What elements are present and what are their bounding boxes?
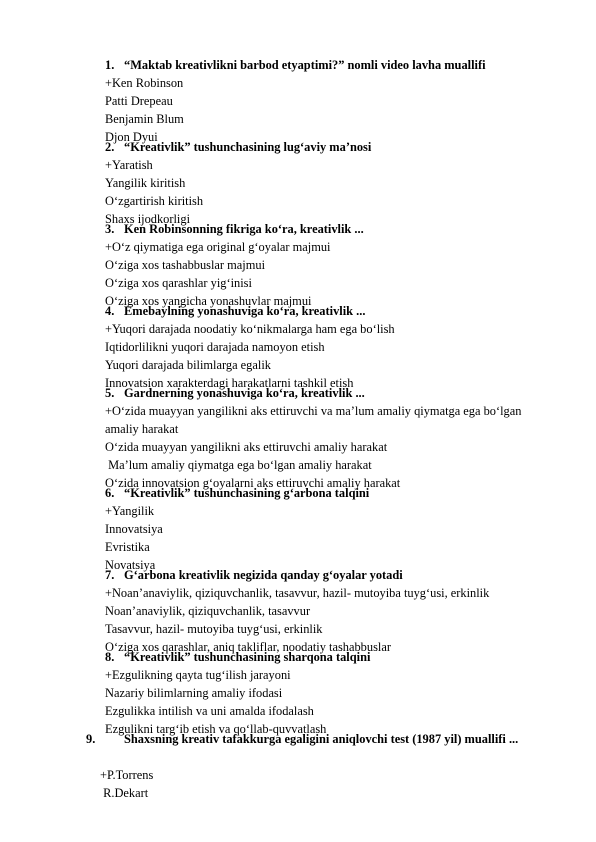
answer-8-4: Ezgulikni targ‘ib etish va qo‘llab-quvvatlash: [105, 722, 327, 736]
question-text: G‘arbona kreativlik negizida qanday g‘oyalar yotadi: [124, 568, 403, 582]
answer-5-4: O‘zida innovatsion g‘oyalarni aks ettiruvchi amaliy harakat: [105, 476, 401, 490]
answer-6-1: +Yangilik: [105, 504, 155, 518]
question-text: Ken Robinsonning fikriga ko‘ra, kreativlik ...: [124, 222, 364, 236]
question-text: “Kreativlik” tushunchasining g‘arbona talqini: [124, 486, 370, 500]
question-1: [105, 56, 486, 74]
question-number: 3.: [105, 222, 115, 236]
answer-2-3: O‘zgartirish kiritish: [105, 194, 204, 208]
answer-5-3: Ma’lum amaliy qiymatga ega bo‘lgan amaliy harakat: [105, 458, 372, 472]
answer-1-2: Patti Drepeau: [105, 94, 173, 108]
question-number: 6.: [105, 486, 115, 500]
answer-2-1: +Yaratish: [105, 158, 153, 172]
question-text: Emebaylning yonashuviga ko‘ra, kreativlik ...: [124, 304, 366, 318]
question-9: [86, 730, 544, 748]
answer-7-3: Tasavvur, hazil- mutoyiba tuyg‘usi, erkinlik: [105, 622, 323, 636]
answer-4-2: Iqtidorlilikni yuqori darajada namoyon etish: [105, 340, 325, 354]
answer-8-1: +Ezgulikning qayta tug‘ilish jarayoni: [105, 668, 291, 682]
answer-1-4: Djon Dyui: [105, 130, 158, 144]
question-text: Shaxsning kreativ tafakkurga egaligini aniqlovchi test (1987 yil) muallifi ...: [124, 732, 519, 746]
answer-4-3: Yuqori darajada bilimlarga egalik: [105, 358, 271, 372]
answer-2-4: Shaxs ijodkorligi: [105, 212, 191, 226]
answer-6-4: Novatsiya: [105, 558, 156, 572]
answer-3-2: O‘ziga xos tashabbuslar majmui: [105, 258, 266, 272]
answer-1-1: +Ken Robinson: [105, 76, 184, 90]
question-text: “Kreativlik” tushunchasining sharqona talqini: [124, 650, 371, 664]
question-3: [105, 220, 364, 238]
question-text: “Kreativlik” tushunchasining lug‘aviy ma’nosi: [124, 140, 372, 154]
answer-2-2: Yangilik kiritish: [105, 176, 186, 190]
question-7: [105, 566, 403, 584]
answer-8-2: Nazariy bilimlarning amaliy ifodasi: [105, 686, 283, 700]
question-4: [105, 302, 365, 320]
answer-7-1: +Noan’anaviylik, qiziquvchanlik, tasavvur, hazil- mutoyiba tuyg‘usi, erkinlik: [105, 586, 490, 600]
question-8: [105, 648, 370, 666]
question-text: “Maktab kreativlikni barbod etyaptimi?” nomli video lavha muallifi: [124, 58, 486, 72]
question-number: 1.: [105, 58, 115, 72]
question-number: 4.: [105, 304, 115, 318]
answer-9-2: R.Dekart: [100, 786, 149, 800]
question-number: 9.: [86, 732, 96, 746]
answer-7-4: O‘ziga xos qarashlar, aniq takliflar, noodatiy tashabbuslar: [105, 640, 391, 654]
answer-8-3: Ezgulikka intilish va uni amalda ifodalash: [105, 704, 314, 718]
question-number: 2.: [105, 140, 115, 154]
answer-5-2: O‘zida muayyan yangilikni aks ettiruvchi amaliy harakat: [105, 440, 388, 454]
question-number: 7.: [105, 568, 115, 582]
question-number: 5.: [105, 386, 115, 400]
question-number: 8.: [105, 650, 115, 664]
question-2: [105, 138, 371, 156]
answer-9-1: +P.Torrens: [100, 768, 154, 782]
answer-6-2: Innovatsiya: [105, 522, 163, 536]
answer-5-1: +O‘zida muayyan yangilikni aks ettiruvchi va ma’lum amaliy qiymatga ega bo‘lgan amaliy harakat: [105, 404, 522, 437]
answer-4-4: Innovatsion xarakterdagi harakatlarni tashkil etish: [105, 376, 354, 390]
answer-3-1: +O‘z qiymatiga ega original g‘oyalar majmui: [105, 240, 331, 254]
answer-3-4: O‘ziga xos yangicha yonashuvlar majmui: [105, 294, 312, 308]
answer-1-3: Benjamin Blum: [105, 112, 184, 126]
answer-4-1: +Yuqori darajada noodatiy ko‘nikmalarga ham ega bo‘lish: [105, 322, 395, 336]
question-6: [105, 484, 369, 502]
question-text: Gardnerning yonashuviga ko‘ra, kreativlik ...: [124, 386, 365, 400]
answer-6-3: Evristika: [105, 540, 150, 554]
answer-7-2: Noan’anaviylik, qiziquvchanlik, tasavvur: [105, 604, 311, 618]
answer-3-3: O‘ziga xos qarashlar yig‘inisi: [105, 276, 252, 290]
question-5: [105, 384, 365, 402]
